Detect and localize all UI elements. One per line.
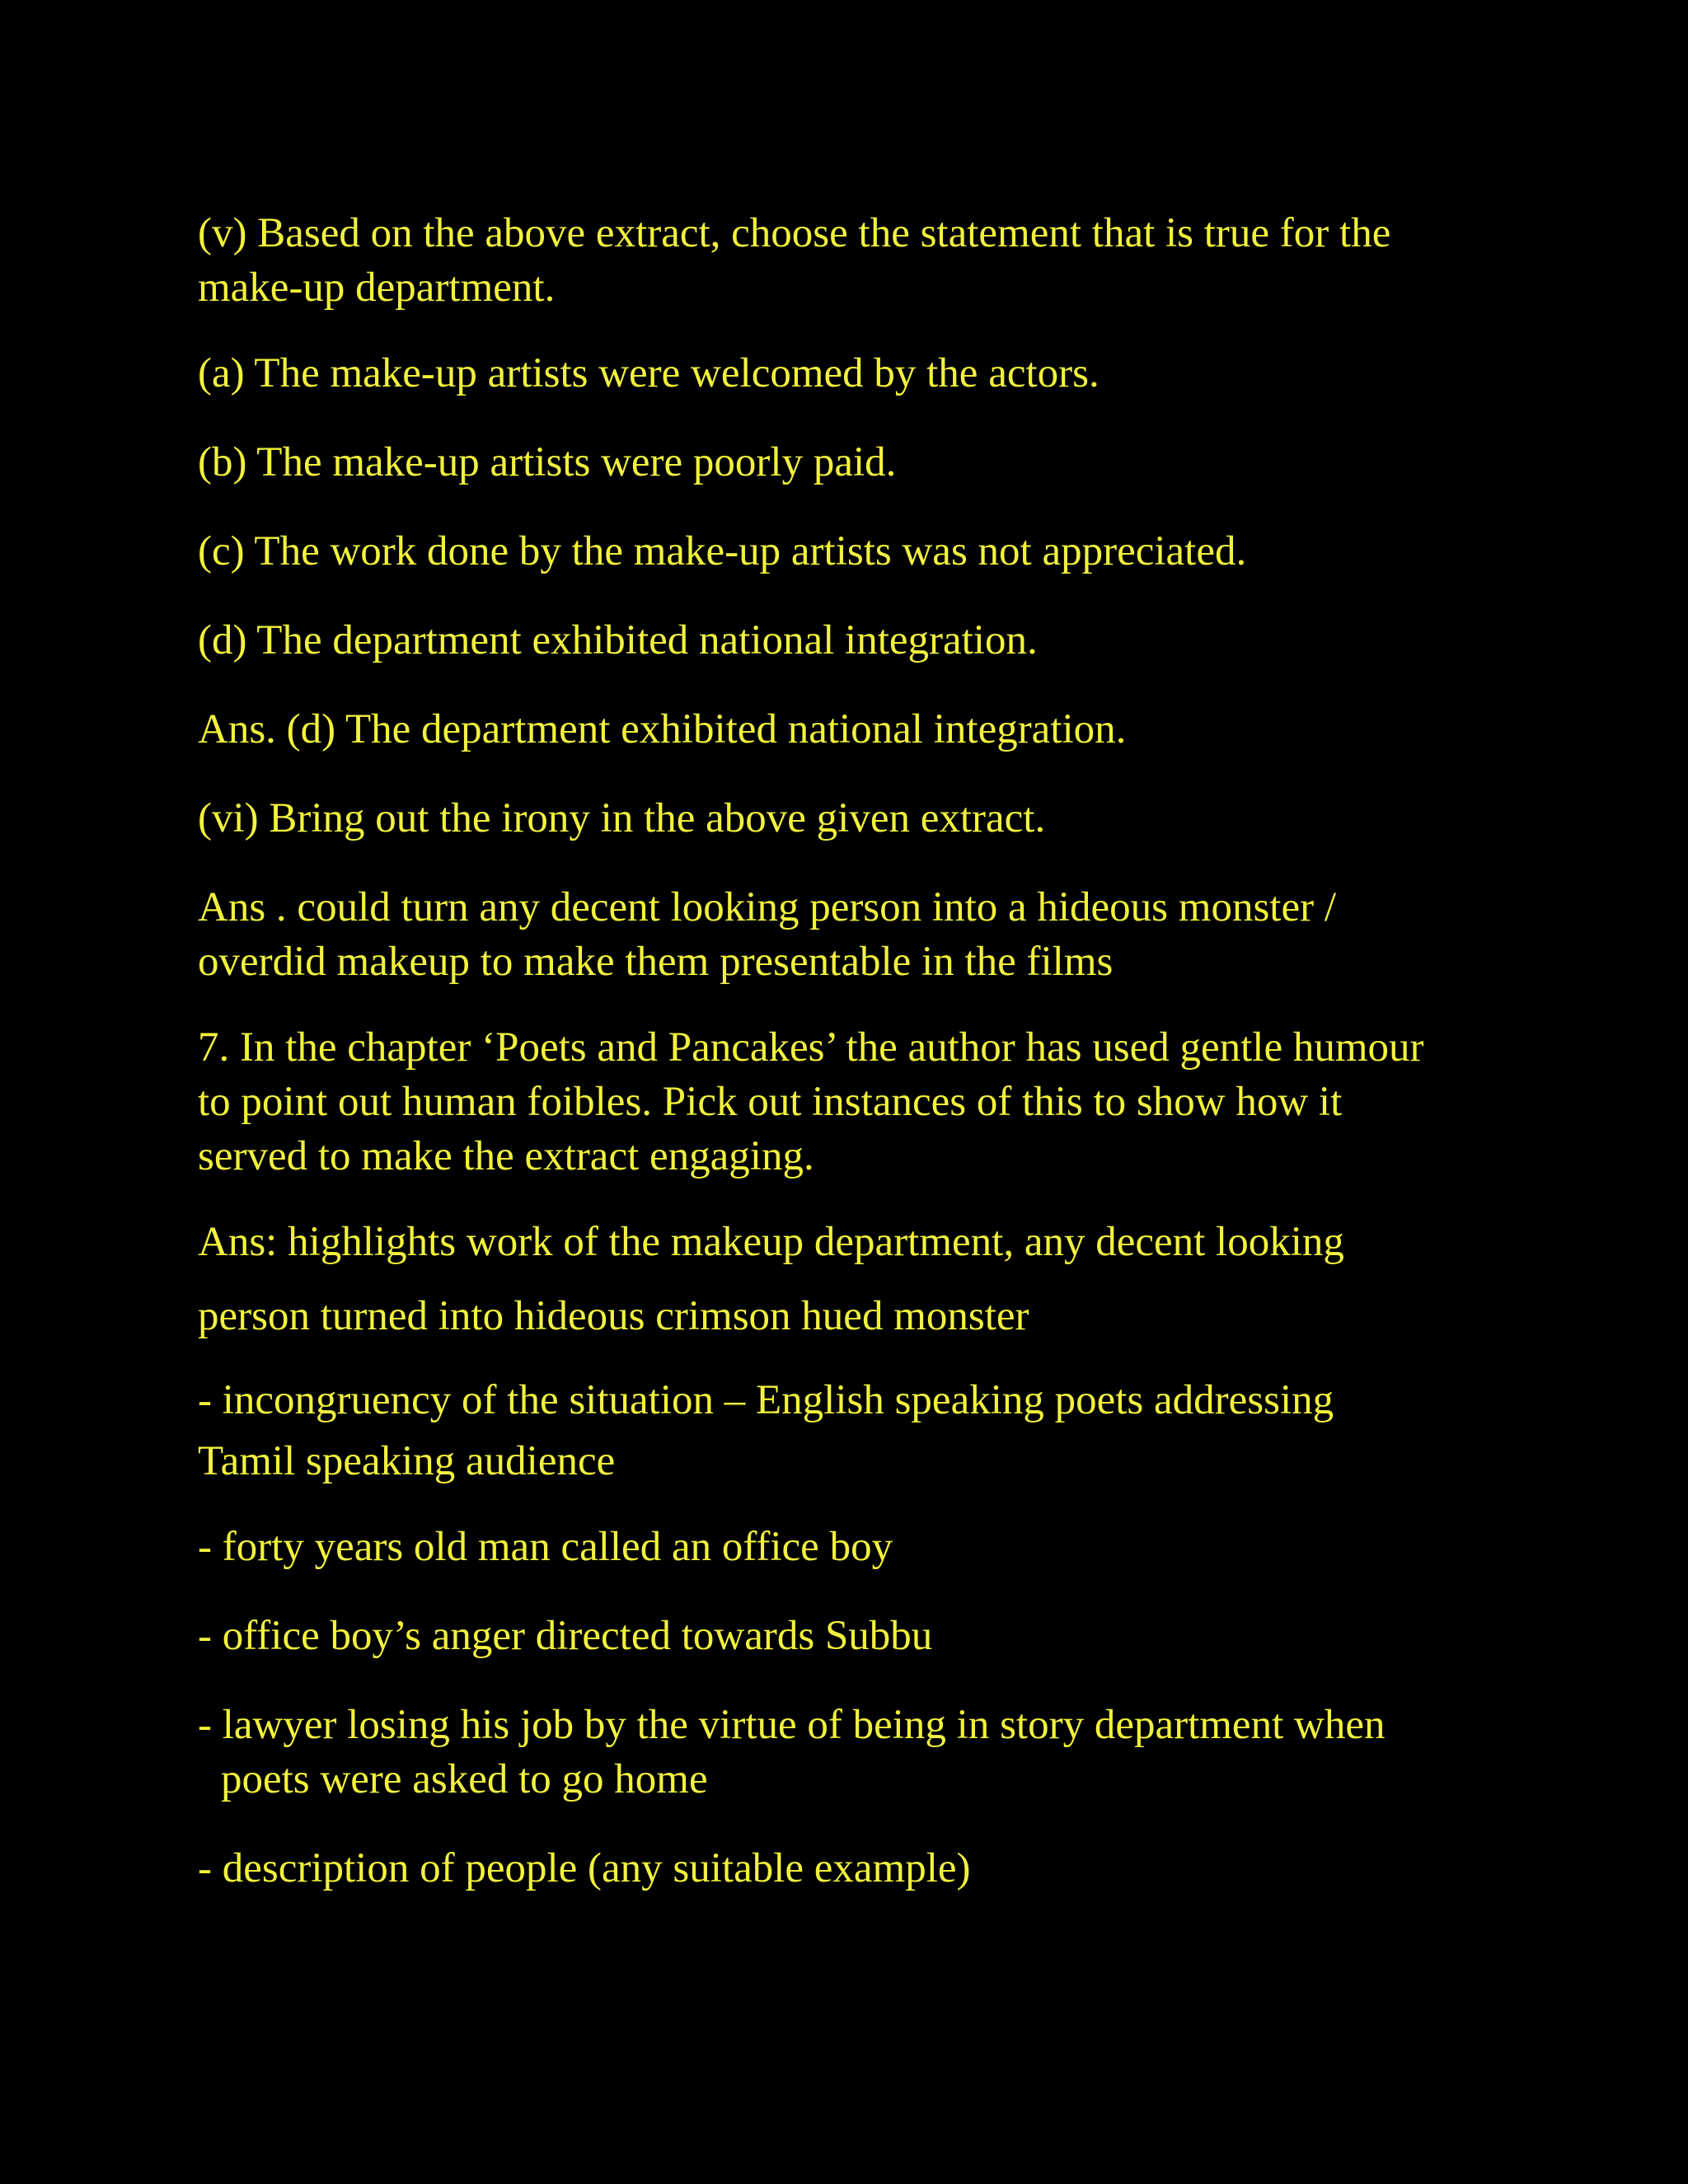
question-7 [198, 1020, 1533, 1183]
answer-vi-line-1: Ans . could turn any decent looking person into a hideous monster / [198, 884, 1337, 930]
answer-vi [198, 880, 1533, 989]
question-v [198, 206, 1533, 315]
answer-v: Ans. (d) The department exhibited national integration. [198, 706, 1127, 752]
bullet-lawyer: - lawyer losing his job by the virtue of being in story department when poets were asked to go home [198, 1702, 1386, 1802]
answer-7 [198, 1215, 1533, 1343]
option-a: (a) The make-up artists were welcomed by the actors. [198, 350, 1100, 396]
question-7-line-2: to point out human foibles. Pick out instances of this to show how it [198, 1079, 1343, 1125]
question-v-line-1: (v) Based on the above extract, choose the statement that is true for the [198, 210, 1391, 256]
answer-7-line-2: person turned into hideous crimson hued monster [198, 1293, 1029, 1339]
bullet-office-boy: - forty years old man called an office boy [198, 1524, 893, 1570]
question-7-line-3: served to make the extract engaging. [198, 1133, 814, 1179]
option-d: (d) The department exhibited national integration. [198, 617, 1038, 663]
bullet-incongruency: - incongruency of the situation – English speaking poets addressing Tamil speaking audience [198, 1377, 1334, 1484]
document-content [198, 206, 1533, 1896]
bullet-anger: - office boy’s anger directed towards Subbu [198, 1613, 933, 1659]
answer-7-line-1: Ans: highlights work of the makeup department, any decent looking [198, 1219, 1344, 1265]
question-7-line-1: 7. In the chapter ‘Poets and Pancakes’ the author has used gentle humour [198, 1024, 1424, 1071]
option-b: (b) The make-up artists were poorly paid. [198, 439, 897, 485]
option-c: (c) The work done by the make-up artists was not appreciated. [198, 528, 1247, 574]
question-vi: (vi) Bring out the irony in the above given extract. [198, 795, 1046, 841]
question-v-line-2: make-up department. [198, 265, 556, 311]
bullet-description: - description of people (any suitable example) [198, 1845, 971, 1891]
answer-vi-line-2: overdid makeup to make them presentable in the films [198, 939, 1114, 985]
